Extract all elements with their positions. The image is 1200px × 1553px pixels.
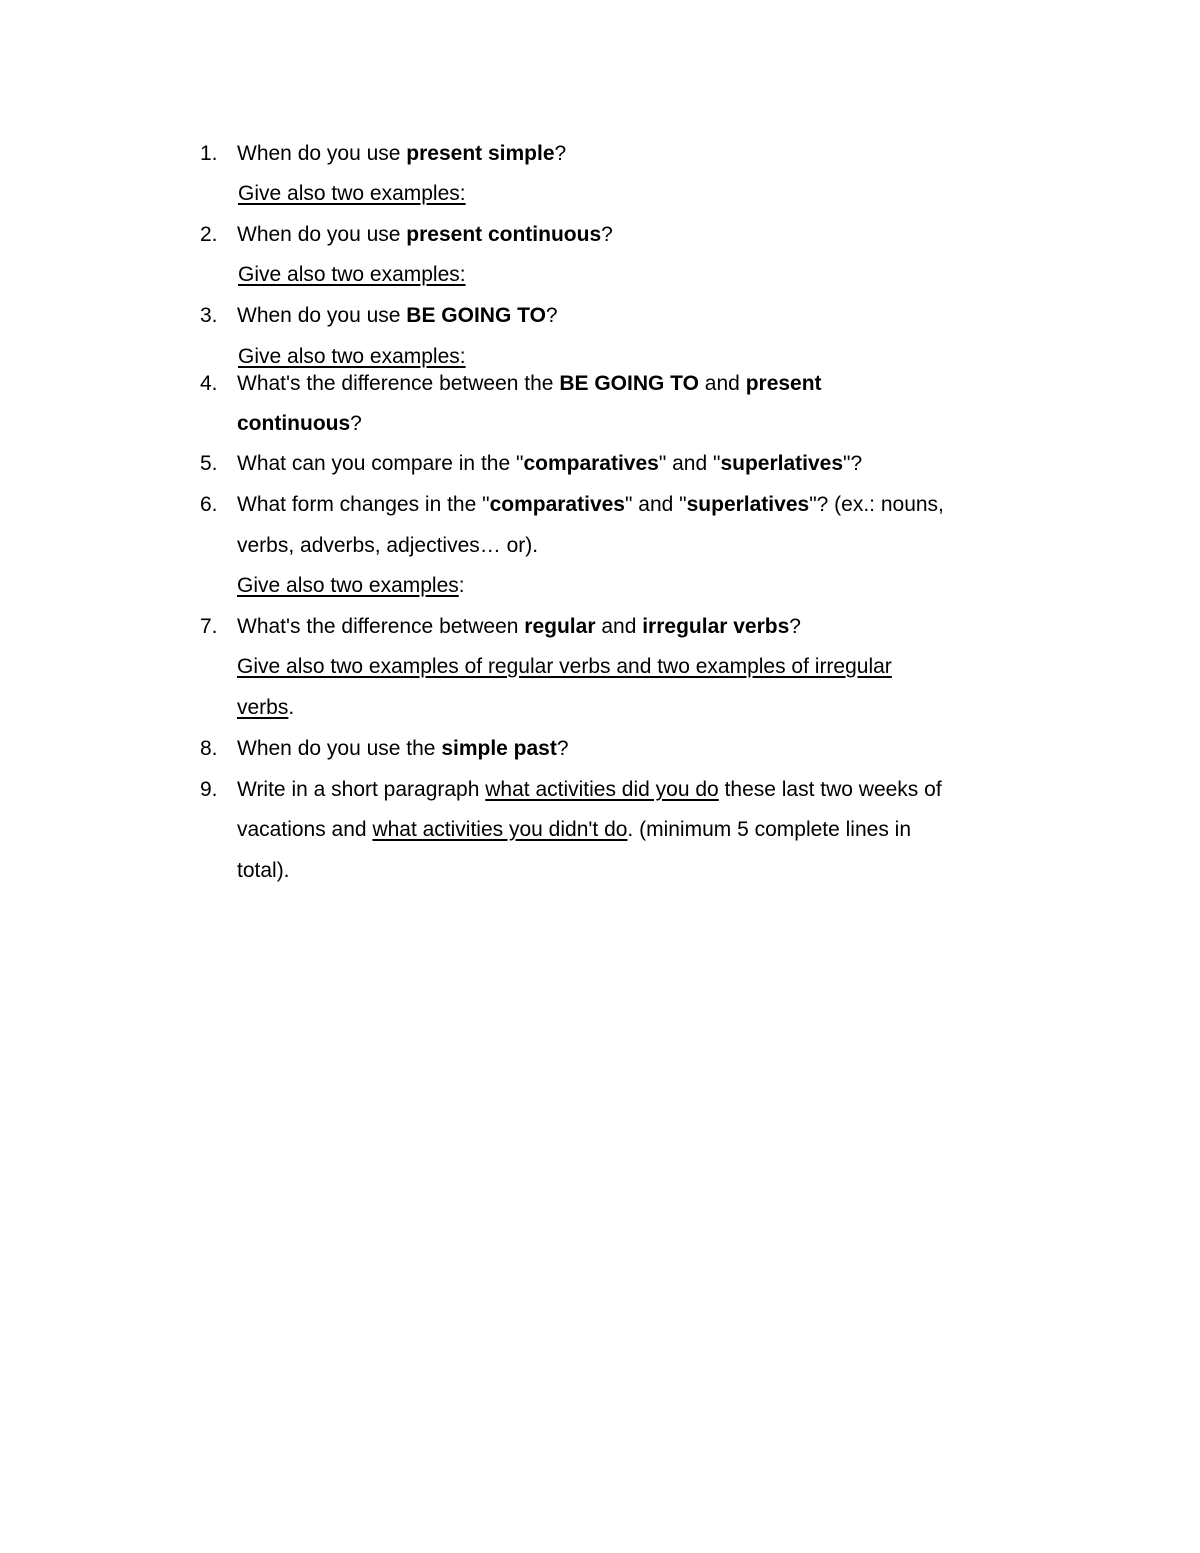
text-segment: When do you use [237,142,407,165]
underlined-instruction: verbs [237,696,289,719]
bold-term: superlatives [720,452,844,475]
question-continuation [238,182,466,206]
text-segment: and [595,615,643,638]
bold-term: present [745,372,822,395]
question-text [237,493,944,517]
text-segment: " and " [624,493,687,516]
text-segment: What form changes in the " [237,493,490,516]
question-number: 4. [200,372,218,395]
question-number: 8. [200,737,218,760]
underlined-instruction: Give also two examples [237,574,459,597]
bold-term: comparatives [489,493,625,516]
text-segment: What's the difference between [237,615,525,638]
bold-term: present continuous [406,223,602,246]
bold-term: present simple [406,142,555,165]
underlined-instruction: Give also two examples: [238,182,466,205]
text-segment: ? [789,615,801,638]
question-number: 3. [200,304,218,327]
bold-term: irregular verbs [642,615,790,638]
text-segment: . (minimum 5 complete lines in [627,818,912,841]
question-continuation [238,263,466,287]
text-segment: ? [601,223,613,246]
text-segment: When do you use the [237,737,442,760]
underlined-instruction: what activities did you do [485,778,719,801]
question-text [237,142,566,166]
text-segment: " and " [658,452,721,475]
question-number: 6. [200,493,218,516]
question-text [237,452,862,476]
text-segment: : [458,574,465,597]
question-number: 7. [200,615,218,638]
question-continuation [237,696,294,720]
underlined-instruction: what activities you didn't do [372,818,628,841]
text-segment: "? [843,452,863,475]
text-segment: "? (ex.: nouns, [809,493,944,516]
text-segment: ? [554,142,567,165]
underlined-instruction: Give also two examples: [238,263,466,286]
bold-term: BE GOING TO [406,304,546,327]
text-segment: When do you use [237,304,407,327]
question-number: 2. [200,223,218,246]
question-number: 9. [200,778,218,801]
question-text [237,615,801,639]
question-number: 1. [200,142,218,165]
bold-term: superlatives [686,493,810,516]
question-text [237,223,613,247]
question-text [237,304,558,328]
text-segment: ? [350,412,362,435]
text-segment: these last two weeks of [718,778,942,801]
question-text [237,737,569,761]
text-segment: and [698,372,746,395]
question-continuation [237,818,911,842]
bold-term: continuous [237,412,351,435]
text-segment: What's the difference between the [237,372,560,395]
text-segment: ? [556,737,569,760]
bold-term: regular [524,615,596,638]
text-segment: ? [545,304,558,327]
question-continuation [238,345,466,369]
question-text [237,778,942,802]
question-continuation [237,534,538,558]
text-segment: . [288,696,295,719]
question-text [237,372,822,396]
text-segment: What can you compare in the " [237,452,524,475]
bold-term: BE GOING TO [559,372,699,395]
text-segment: When do you use [237,223,407,246]
text-segment: vacations and [237,818,373,841]
question-continuation [237,412,362,436]
question-number: 5. [200,452,218,475]
text-segment: verbs, adverbs, adjectives… or). [237,534,539,557]
text-segment: total). [237,859,290,882]
underlined-instruction: Give also two examples: [238,345,466,368]
question-continuation [237,655,892,679]
question-continuation [237,859,290,883]
bold-term: comparatives [523,452,659,475]
text-segment: Write in a short paragraph [237,778,486,801]
underlined-instruction: Give also two examples of regular verbs and two examples of irregular [237,655,892,678]
question-continuation [237,574,465,598]
bold-term: simple past [441,737,557,760]
